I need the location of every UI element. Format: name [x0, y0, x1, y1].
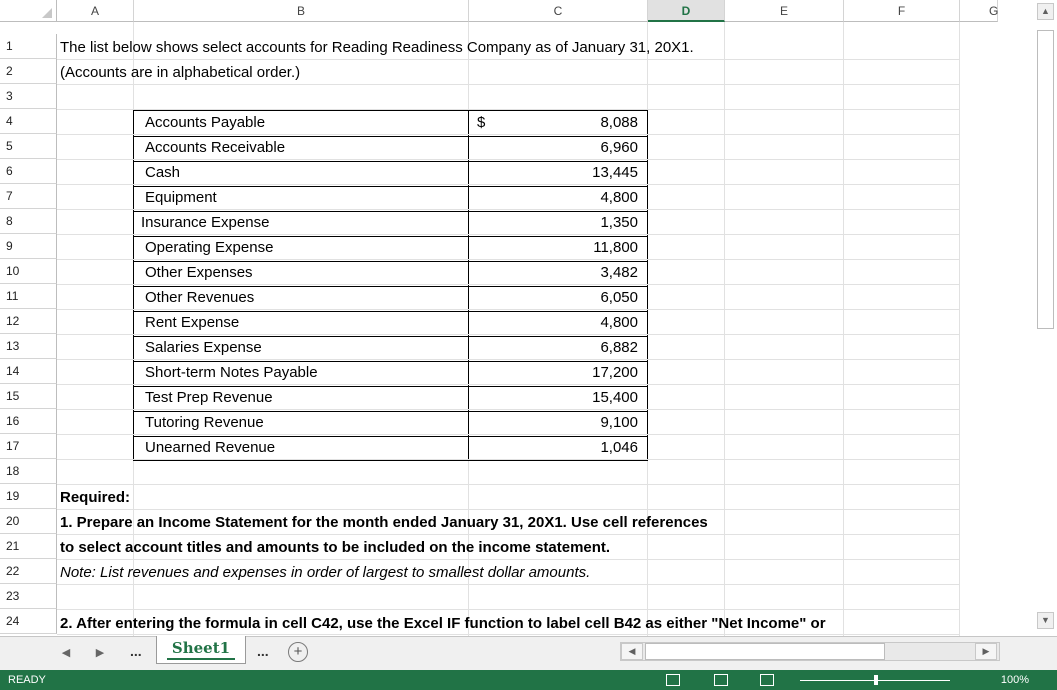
grid-line — [57, 609, 960, 610]
grid-line — [57, 634, 960, 635]
row-header[interactable]: 22 — [0, 559, 57, 584]
status-ready: READY — [8, 674, 46, 686]
account-amount[interactable]: 6,960 — [600, 139, 638, 156]
zoom-level[interactable]: 100% — [1000, 674, 1029, 686]
grid-line — [57, 284, 960, 285]
row-header[interactable]: 14 — [0, 359, 57, 384]
account-name[interactable]: Short-term Notes Payable — [145, 364, 318, 381]
account-name[interactable]: Unearned Revenue — [145, 439, 276, 456]
column-header-d[interactable]: D — [648, 0, 725, 22]
grid-line — [57, 309, 960, 310]
status-bar — [0, 670, 1057, 690]
row-header[interactable]: 4 — [0, 109, 57, 134]
account-amount[interactable]: 8,088 — [600, 114, 638, 131]
row-header[interactable]: 3 — [0, 84, 57, 109]
row-header[interactable]: 21 — [0, 534, 57, 559]
row-header[interactable]: 2 — [0, 59, 57, 84]
column-header-a[interactable]: A — [57, 0, 134, 22]
row-header[interactable]: 17 — [0, 434, 57, 459]
account-amount[interactable]: 1,046 — [600, 439, 638, 456]
account-name[interactable]: Other Revenues — [145, 289, 255, 306]
row-header[interactable]: 12 — [0, 309, 57, 334]
grid-line — [57, 384, 960, 385]
row-header[interactable]: 11 — [0, 284, 57, 309]
row-header[interactable]: 8 — [0, 209, 57, 234]
row-header[interactable]: 5 — [0, 134, 57, 159]
account-name[interactable]: Equipment — [145, 189, 217, 206]
scroll-right-icon[interactable]: ▶ — [975, 643, 997, 660]
intro-line-1[interactable]: The list below shows select accounts for Reading Readiness Company as of January 31, 20X1. — [60, 39, 694, 56]
normal-view-icon[interactable] — [666, 674, 680, 686]
required-line-2[interactable]: to select account titles and amounts to be included on the income statement. — [60, 539, 611, 556]
account-name[interactable]: Cash — [145, 164, 181, 181]
row-header[interactable]: 1 — [0, 34, 57, 59]
select-all-corner[interactable] — [0, 0, 57, 22]
select-all-icon — [42, 8, 52, 18]
row-header[interactable]: 6 — [0, 159, 57, 184]
sheet-tab-sheet1[interactable]: Sheet1 — [156, 636, 246, 664]
account-amount[interactable]: 9,100 — [600, 414, 638, 431]
grid-line — [959, 22, 960, 636]
intro-line-2[interactable]: (Accounts are in alphabetical order.) — [60, 64, 301, 81]
page-break-view-icon[interactable] — [760, 674, 774, 686]
scroll-up-icon[interactable]: ▲ — [1037, 3, 1054, 20]
grid-line — [57, 259, 960, 260]
account-amount[interactable]: 4,800 — [600, 314, 638, 331]
column-header-f[interactable]: F — [844, 0, 960, 22]
account-amount[interactable]: 4,800 — [600, 189, 638, 206]
page-layout-view-icon[interactable] — [714, 674, 728, 686]
row-header[interactable]: 16 — [0, 409, 57, 434]
required-line-3[interactable]: 2. After entering the formula in cell C42, use the Excel IF function to label cell B42 as either "Net Income" or — [60, 615, 826, 632]
grid-line — [57, 334, 960, 335]
grid-line — [57, 134, 960, 135]
grid-line — [57, 559, 960, 560]
account-amount[interactable]: 15,400 — [592, 389, 638, 406]
tab-next-icon[interactable]: ▶ — [95, 647, 105, 659]
required-heading[interactable]: Required: — [60, 489, 131, 506]
row-header[interactable]: 10 — [0, 259, 57, 284]
account-name[interactable]: Accounts Payable — [145, 114, 266, 131]
row-header[interactable]: 19 — [0, 484, 57, 509]
column-header-b[interactable]: B — [134, 0, 469, 22]
row-header[interactable]: 15 — [0, 384, 57, 409]
row-header[interactable]: 18 — [0, 459, 57, 484]
add-sheet-icon[interactable]: + — [288, 642, 308, 662]
column-header-g[interactable]: G — [960, 0, 998, 22]
account-name[interactable]: Operating Expense — [145, 239, 274, 256]
required-note[interactable]: Note: List revenues and expenses in order of largest to smallest dollar amounts. — [60, 564, 591, 581]
account-name[interactable]: Other Expenses — [145, 264, 253, 281]
grid-line — [57, 534, 960, 535]
account-name[interactable]: Rent Expense — [145, 314, 240, 331]
grid-line — [57, 109, 960, 110]
tab-prev-icon[interactable]: ◀ — [61, 647, 71, 659]
grid-line — [57, 184, 960, 185]
account-amount[interactable]: 11,800 — [593, 239, 638, 256]
vertical-scrollbar[interactable] — [1019, 0, 1057, 636]
grid-line — [57, 209, 960, 210]
grid-line — [57, 359, 960, 360]
account-amount[interactable]: 17,200 — [592, 364, 638, 381]
sheet-tab-bar — [0, 636, 1057, 670]
column-header-e[interactable]: E — [725, 0, 844, 22]
grid-line — [843, 22, 844, 636]
currency-symbol[interactable]: $ — [477, 114, 486, 131]
account-amount[interactable]: 6,882 — [600, 339, 638, 356]
row-header[interactable]: 13 — [0, 334, 57, 359]
grid-line — [57, 434, 960, 435]
zoom-slider-knob[interactable] — [874, 675, 878, 685]
row-header[interactable]: 20 — [0, 509, 57, 534]
account-name[interactable]: Tutoring Revenue — [145, 414, 264, 431]
row-header[interactable]: 9 — [0, 234, 57, 259]
horizontal-scroll-thumb[interactable] — [645, 643, 885, 660]
row-header[interactable]: 7 — [0, 184, 57, 209]
row-header[interactable]: 24 — [0, 609, 57, 634]
account-amount[interactable]: 1,350 — [600, 214, 638, 231]
account-name[interactable]: Insurance Expense — [141, 214, 270, 231]
grid-line — [57, 84, 960, 85]
tab-more-left[interactable]: ... — [130, 643, 142, 659]
grid-line — [57, 234, 960, 235]
account-amount[interactable]: 13,445 — [592, 164, 638, 181]
row-header[interactable]: 23 — [0, 584, 57, 609]
horizontal-scrollbar[interactable] — [620, 642, 1000, 661]
account-amount[interactable]: 3,482 — [600, 264, 638, 281]
grid-line — [724, 22, 725, 636]
grid-line — [57, 484, 960, 485]
account-name[interactable]: Salaries Expense — [145, 339, 262, 356]
grid-line — [57, 159, 960, 160]
grid-line — [57, 509, 960, 510]
account-amount[interactable]: 6,050 — [600, 289, 638, 306]
column-header-c[interactable]: C — [469, 0, 648, 22]
scroll-down-icon[interactable]: ▼ — [1037, 612, 1054, 629]
column-header-bar — [0, 0, 998, 22]
grid-line — [57, 584, 960, 585]
grid-line — [57, 459, 960, 460]
vertical-scroll-thumb[interactable] — [1037, 30, 1054, 329]
account-name[interactable]: Accounts Receivable — [145, 139, 286, 156]
tab-more-right[interactable]: ... — [257, 643, 269, 659]
scroll-left-icon[interactable]: ◀ — [621, 643, 643, 660]
grid-line — [57, 409, 960, 410]
account-name[interactable]: Test Prep Revenue — [145, 389, 273, 406]
required-line-1[interactable]: 1. Prepare an Income Statement for the month ended January 31, 20X1. Use cell references — [60, 514, 708, 531]
grid-line — [57, 59, 960, 60]
